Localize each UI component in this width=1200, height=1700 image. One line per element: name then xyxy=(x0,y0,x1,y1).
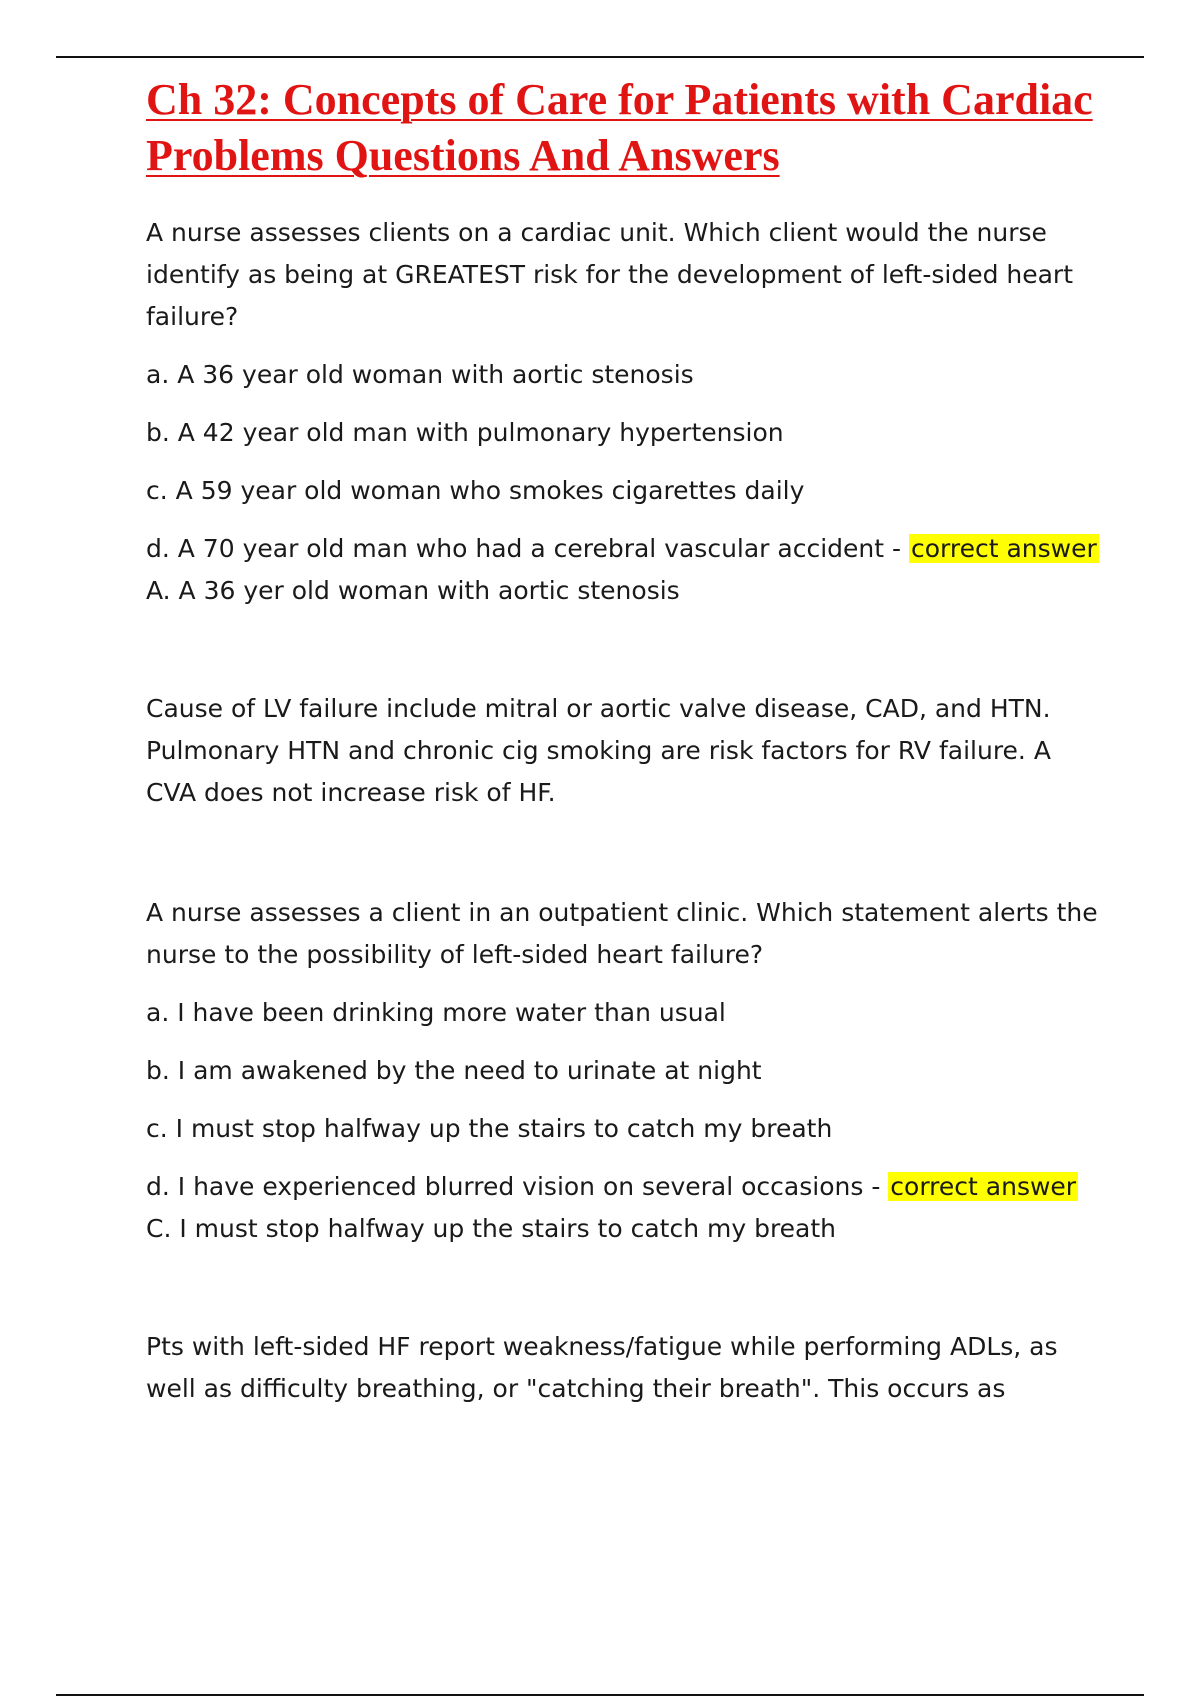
question-stem-2: A nurse assesses a client in an outpatient clinic. Which statement alerts the nurse to the possibility of left-sided heart failure? xyxy=(146,898,1098,969)
page-title: Ch 32: Concepts of Care for Patients with Cardiac Problems Questions And Answers xyxy=(146,75,1093,180)
question-block-1 xyxy=(146,212,1106,814)
question-2-explanation: Pts with left-sided HF report weakness/fatigue while performing ADLs, as well as difficulty breathing, or "catching their breath". This occurs as xyxy=(146,1332,1058,1403)
question-block-2 xyxy=(146,892,1106,1410)
question-1-option-d-with-answer xyxy=(146,528,1106,612)
question-1-option-a: a. A 36 year old woman with aortic stenosis xyxy=(146,360,694,389)
question-2-option-d-with-answer xyxy=(146,1166,1106,1250)
question-2-option-a: a. I have been drinking more water than usual xyxy=(146,998,726,1027)
question-2-option-d: d. I have experienced blurred vision on several occasions - xyxy=(146,1172,889,1201)
question-2-answer: C. I must stop halfway up the stairs to catch my breath xyxy=(146,1214,837,1243)
question-2-option-b: b. I am awakened by the need to urinate at night xyxy=(146,1056,762,1085)
correct-answer-highlight: correct answer xyxy=(910,534,1097,563)
question-1-option-d: d. A 70 year old man who had a cerebral vascular accident - xyxy=(146,534,909,563)
page-content xyxy=(146,72,1106,1410)
top-rule xyxy=(56,56,1144,58)
correct-answer-highlight: correct answer xyxy=(890,1172,1077,1201)
bottom-rule xyxy=(56,1694,1144,1696)
question-2-option-c: c. I must stop halfway up the stairs to catch my breath xyxy=(146,1114,833,1143)
question-stem-1: A nurse assesses clients on a cardiac unit. Which client would the nurse identify as being at GREATEST risk for the development of left-sided heart failure? xyxy=(146,218,1074,331)
question-1-option-b: b. A 42 year old man with pulmonary hypertension xyxy=(146,418,784,447)
question-1-answer: A. A 36 yer old woman with aortic stenosis xyxy=(146,576,680,605)
question-1-option-c: c. A 59 year old woman who smokes cigarettes daily xyxy=(146,476,805,505)
question-1-explanation: Cause of LV failure include mitral or aortic valve disease, CAD, and HTN. Pulmonary HTN and chronic cig smoking are risk factors for RV failure. A CVA does not increase risk of HF. xyxy=(146,694,1051,807)
